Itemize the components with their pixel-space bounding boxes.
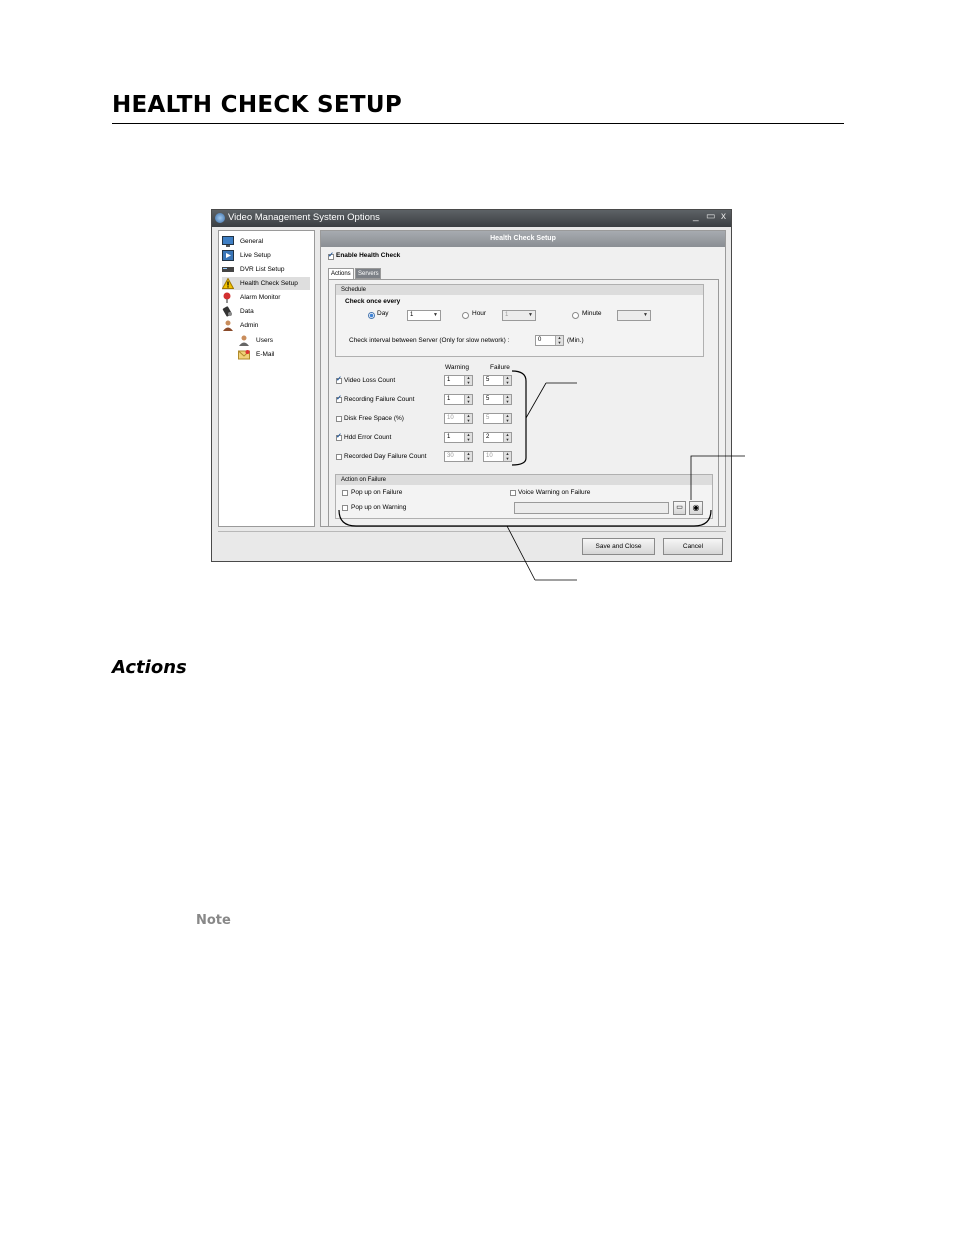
failure-column-header: Failure xyxy=(490,364,510,371)
action-bracket xyxy=(339,510,711,526)
chevron-down-icon: ▼ xyxy=(433,312,438,318)
minute-label: Minute xyxy=(582,310,602,317)
hdd-error-failure-stepper[interactable]: 2 ▲ ▼ xyxy=(483,432,512,443)
window-title: Video Management System Options xyxy=(228,212,380,223)
tab-actions[interactable]: Actions xyxy=(328,268,354,279)
disk-free-warning-stepper[interactable]: 10 ▲ ▼ xyxy=(444,413,473,424)
hour-label: Hour xyxy=(472,310,487,317)
speaker-callout-line xyxy=(691,456,745,500)
cancel-button[interactable]: Cancel xyxy=(663,538,723,555)
popup-on-warning-label: Pop up on Warning xyxy=(351,504,407,511)
save-and-close-button[interactable]: Save and Close xyxy=(582,538,655,555)
panel-header: Health Check Setup xyxy=(321,231,725,247)
interval-unit: (Min.) xyxy=(567,337,584,344)
popup-on-failure-label: Pop up on Failure xyxy=(351,489,403,496)
video-loss-failure-stepper[interactable]: 5 ▲ ▼ xyxy=(483,375,512,386)
threshold-bracket xyxy=(512,371,526,465)
day-select[interactable]: 1 ▼ xyxy=(407,310,441,321)
chevron-down-icon: ▼ xyxy=(528,312,533,318)
recorded-day-label: Recorded Day Failure Count xyxy=(344,453,427,460)
recording-failure-failure-stepper[interactable]: 5 ▲ ▼ xyxy=(483,394,512,405)
hdd-error-warning-stepper[interactable]: 1 ▲ ▼ xyxy=(444,432,473,443)
hour-select[interactable]: 1 ▼ xyxy=(502,310,536,321)
video-loss-warning-stepper[interactable]: 1 ▲ ▼ xyxy=(444,375,473,386)
day-label: Day xyxy=(377,310,389,317)
interval-stepper[interactable]: 0 ▲ ▼ xyxy=(535,335,564,346)
interval-label: Check interval between Server (Only for slow network) : xyxy=(349,337,510,344)
actions-heading: Actions xyxy=(112,657,187,678)
sidebar-item-health-check-setup[interactable]: Health Check Setup xyxy=(222,277,310,290)
maximize-button[interactable]: ▭ xyxy=(706,211,716,222)
note-label: Note xyxy=(196,913,231,928)
enable-health-check-label: Enable Health Check xyxy=(336,252,401,259)
close-button[interactable]: x xyxy=(721,211,726,222)
recorded-day-failure-stepper[interactable]: 10 ▲ ▼ xyxy=(483,451,512,462)
stepper-arrows-icon: ▲ ▼ xyxy=(555,336,563,345)
folder-icon: ▭ xyxy=(676,504,683,511)
disk-free-label: Disk Free Space (%) xyxy=(344,415,404,422)
options-sidebar: General Live Setup DVR List Setup Health Check Setup Alarm Monitor Data Admin Users E-Mail xyxy=(218,230,315,527)
speaker-icon: ◉ xyxy=(692,503,700,512)
recorded-day-warning-stepper[interactable]: 30 ▲ ▼ xyxy=(444,451,473,462)
check-once-every-label: Check once every xyxy=(345,298,401,305)
schedule-group-title: Schedule xyxy=(336,285,703,295)
recording-failure-warning-stepper[interactable]: 1 ▲ ▼ xyxy=(444,394,473,405)
page-title: HEALTH CHECK SETUP xyxy=(112,92,403,118)
tab-servers[interactable]: Servers xyxy=(355,268,381,279)
action-on-failure-title: Action on Failure xyxy=(336,475,712,485)
threshold-callout-line xyxy=(526,383,546,418)
warning-column-header: Warning xyxy=(445,364,469,371)
action-callout-line xyxy=(507,526,535,580)
video-loss-label: Video Loss Count xyxy=(344,377,396,384)
recording-failure-label: Recording Failure Count xyxy=(344,396,415,403)
minimize-button[interactable]: _ xyxy=(693,211,699,222)
chevron-down-icon: ▼ xyxy=(643,312,648,318)
disk-free-failure-stepper[interactable]: 5 ▲ ▼ xyxy=(483,413,512,424)
hdd-error-label: Hdd Error Count xyxy=(344,434,392,441)
voice-warning-label: Voice Warning on Failure xyxy=(518,489,591,496)
